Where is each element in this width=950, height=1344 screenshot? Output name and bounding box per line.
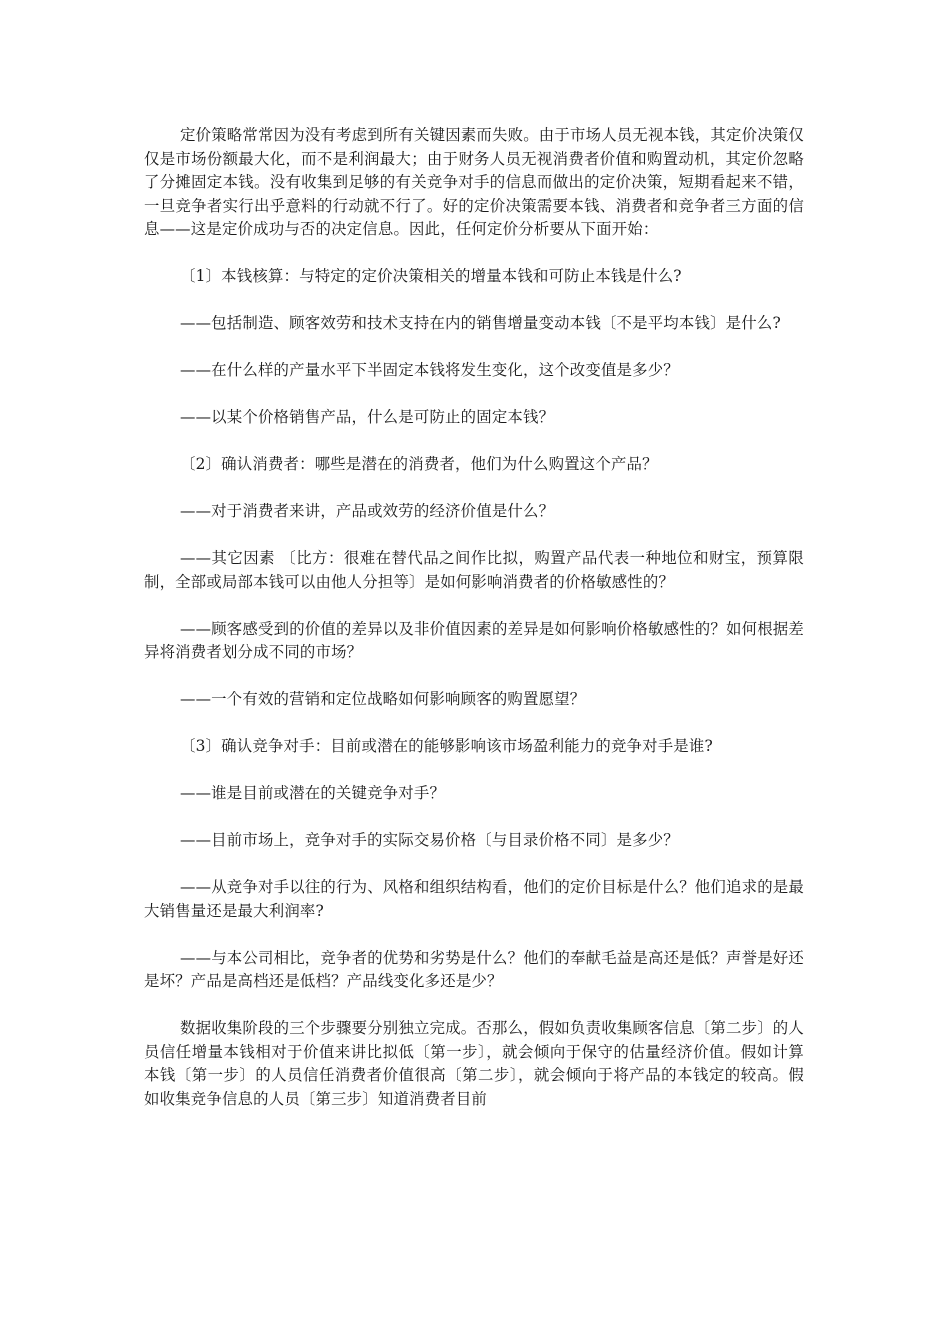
paragraph-item: ——目前市场上，竞争对手的实际交易价格〔与目录价格不同〕是多少？	[180, 831, 679, 849]
paragraph-item: ——与本公司相比，竞争者的优势和劣势是什么？他们的奉献毛益是高还是低？声誉是好还是坏？产品是高档还是低档？产品线变化多还是少？	[144, 948, 804, 990]
paragraph-item: ——谁是目前或潜在的关键竞争对手？	[180, 784, 446, 802]
paragraph-cost-accounting: 〔1〕本钱核算：与特定的定价决策相关的增量本钱和可防止本钱是什么?	[180, 267, 682, 285]
document-page	[144, 124, 804, 1135]
paragraph-item: ——以某个价格销售产品，什么是可防止的固定本钱？	[180, 408, 555, 426]
paragraph-intro: 定价策略常常因为没有考虑到所有关键因素而失败。由于市场人员无视本钱，其定价决策仅仅是市场份额最大化，而不是利润最大；由于财务人员无视消费者价值和购置动机，其定价忽略了分摊固定本钱。没有收集到足够的有关竞争对手的信息而做出的定价决策，短期看起来不错，一旦竞争者实行出乎意料的行动就不行了。好的定价决策需要本钱、消费者和竞争者三方面的信息——这是定价成功与否的决定信息。因此，任何定价分析要从下面开始：	[144, 126, 804, 238]
paragraph-item: ——在什么样的产量水平下半固定本钱将发生变化，这个改变值是多少？	[180, 361, 679, 379]
paragraph-item: ——顾客感受到的价值的差异以及非价值因素的差异是如何影响价格敏感性的？如何根据差异将消费者划分成不同的市场？	[144, 619, 804, 661]
paragraph-identify-consumers: 〔2〕确认消费者：哪些是潜在的消费者，他们为什么购置这个产品？	[180, 455, 658, 473]
paragraph-item: ——一个有效的营销和定位战略如何影响顾客的购置愿望？	[180, 690, 586, 708]
paragraph-data-collection: 数据收集阶段的三个步骤要分别独立完成。否那么，假如负责收集顾客信息〔第二步〕的人员信任增量本钱相对于价值来讲比拟低〔第一步〕，就会倾向于保守的估量经济价值。假如计算本钱〔第一步〕的人员信任消费者价值很高〔第二步〕，就会倾向于将产品的本钱定的较高。假如收集竞争信息的人员〔第三步〕知道消费者目前	[144, 1019, 804, 1108]
paragraph-item: ——包括制造、顾客效劳和技术支持在内的销售增量变动本钱〔不是平均本钱〕是什么?	[180, 314, 781, 332]
paragraph-item: ——对于消费者来讲，产品或效劳的经济价值是什么？	[180, 502, 555, 520]
paragraph-item: ——其它因素 〔比方：很难在替代品之间作比拟，购置产品代表一种地位和财宝，预算限制，全部或局部本钱可以由他人分担等〕是如何影响消费者的价格敏感性的？	[144, 549, 804, 591]
paragraph-item: ——从竞争对手以往的行为、风格和组织结构看，他们的定价目标是什么？他们追求的是最大销售量还是最大利润率?	[144, 878, 804, 920]
paragraph-identify-competitors: 〔3〕确认竞争对手：目前或潜在的能够影响该市场盈利能力的竞争对手是谁?	[180, 737, 713, 755]
